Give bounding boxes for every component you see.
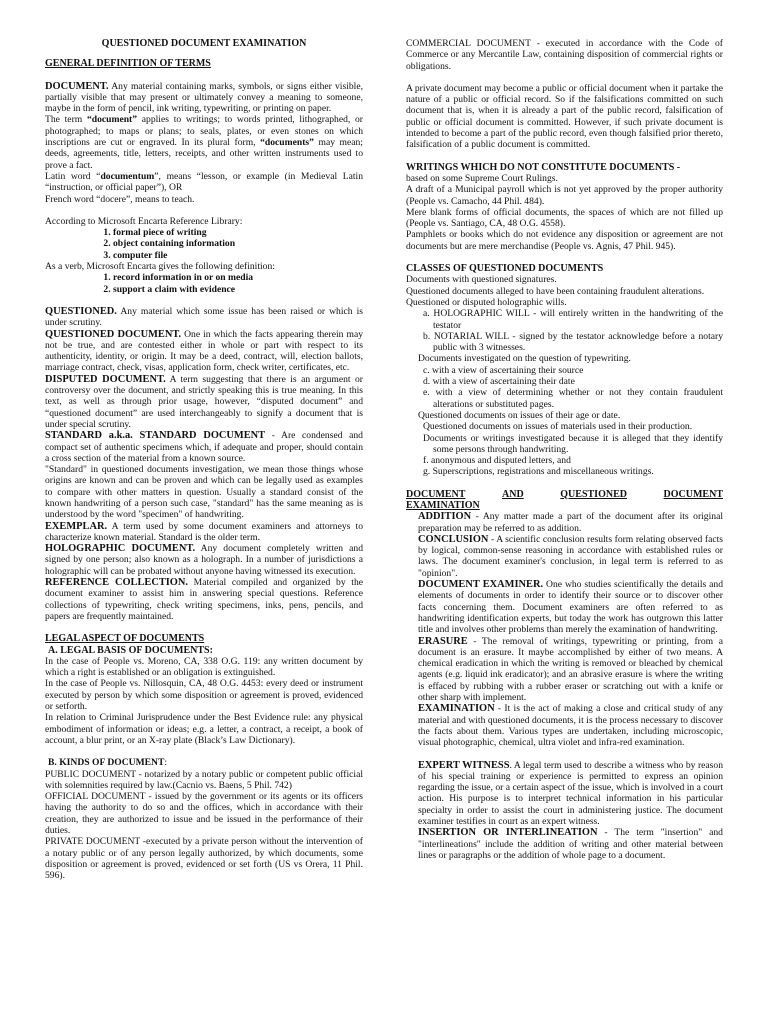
legal-basis-paragraph: In the case of People vs. Moreno, CA, 338 O.G. 119: any written document by which a right is established or an obligation is extinguished. [45,655,363,679]
examination-definition: EXAMINATION - It is the act of making a close and critical study of any material and with questioned documents, it is the process necessary to discover the facts about them. Various types are undertaken, including microscopic, visual photographic, chemical, ultra violet and infra-red examination. [418,703,723,749]
holographic-document-definition: HOLOGRAPHIC DOCUMENT. Any document completely written and signed by one person; also known as a holograph. In a number of jurisdictions a holographic will can be probated without anyone having witnessed its execution. [45,543,364,577]
private-document-definition: PRIVATE DOCUMENT -executed by a private person without the intervention of a notary public or of any person legally authorized, by which documents, some disposition or agreement is proved, evidenced or set forth (US vs Orera, 11 Phil. 596). [45,836,363,882]
exemplar-definition: EXEMPLAR. A term used by some document examiners and attorneys to characterize known material. Standard is the older term. [45,520,363,543]
classes-line: Questioned or disputed holographic wills. [406,296,567,308]
list-item: a. HOLOGRAPHIC WILL - will entirely written in the handwriting of the testator [423,308,723,331]
latin-word-line: Latin word “documentum”, means “lesson, or example (in Medieval Latin “instruction, or official paper”), OR [45,170,363,194]
examination-terms [406,511,723,861]
legal-basis-subheading: A. LEGAL BASIS OF DOCUMENTS: [48,644,213,656]
list-item: 2. object containing information [113,238,363,249]
writings-paragraph: Mere blank forms of official documents, the spaces of which are not filled up (People vs. Santiago, CA, 48 O.G. 4558). [406,206,723,230]
document-term-paragraph: The term “document” applies to writings; to words printed, lithographed, or photographed; to maps or plans; to seals, plates, or even stones on which inscriptions are cut or engraved. In its plural form, “documents” may mean; deeds, agreements, title, letters, receipts, and other written instruments used to prove a fact. [45,114,363,171]
private-to-public-paragraph: A private document may become a public or official document when it partake the nature of a public or official record. So if the falsifications committed on such document that is, when it is already a part of the public record, falsification of public or official document is committed. However, if such private document is intended to become a part of the public record, even though falsified prior thereto, falsification of a public document is committed. [406,82,723,151]
classes-sublist [406,365,723,410]
classes-sublist [406,308,723,353]
list-item: 1. formal piece of writing [113,227,363,238]
left-column [45,38,363,881]
official-document-definition: OFFICIAL DOCUMENT - issued by the government or its agents or its officers having the authority to do so and the offices, which in accordance with their creation, they are authorized to issue and be issued in the performance of their duties. [45,791,363,836]
writings-paragraph: A draft of a Municipal payroll which is not yet approved by the proper authority (People vs. Camacho, 44 Phil. 484). [406,184,723,207]
kinds-subheading: B. KINDS OF DOCUMENT: [48,757,168,769]
french-word-line: French word “docere”, means to teach. [45,193,195,205]
expert-witness-definition: EXPERT WITNESS. A legal term used to describe a witness who by reason of his special training or experience is permitted to express an opinion regarding the issue, or a certain aspect of the issue, which is involved in a court action. His purpose is to interpret technical information in his particular specialty in order to assist the court in administering justice. The document examiner testifies in court as an expert witness. [418,759,723,827]
insertion-definition: INSERTION OR INTERLINEATION - The term "insertion" and "interlineations" include the addition of writing and other material between lines or paragraphs or the addition of whole page to a document. [418,827,723,861]
erasure-definition: ERASURE - The removal of writings, typewriting or printing, from a document is an erasure. It maybe accomplished by either of two means. A chemical eradication in which the writing is removed or bleached by chemical agents (e.g. liquid ink eradicator); and an abrasive erasure is where the writing is effaced by rubbing with a rubber eraser or scratching out with a knife or other sharp with implement. [418,635,723,704]
encarta-intro: According to Microsoft Encarta Reference Library: [45,215,243,227]
examination-heading: DOCUMENT AND QUESTIONED DOCUMENT [406,488,723,500]
right-column [406,38,723,861]
list-item: b. NOTARIAL WILL - signed by the testator acknowledge before a notary public with 3 witnesses. [423,330,723,354]
conclusion-definition: CONCLUSION - A scientific conclusion results form relating observed facts by logical, common-sense reasoning in accordance with established rules or laws. The document examiner's conclusion, in legal term is referred to as "opinion". [418,533,723,579]
examination-heading-line2: EXAMINATION [406,499,480,511]
addition-definition: ADDITION - Any matter made a part of the document after its original preparation may be referred to as addition. [418,511,723,534]
list-item: 3. computer file [113,250,363,261]
classes-heading: CLASSES OF QUESTIONED DOCUMENTS [406,263,604,275]
classes-line: Documents investigated on the question of typewriting. [418,353,631,365]
page-title: QUESTIONED DOCUMENT EXAMINATION [101,38,307,49]
encarta-verb-intro: As a verb, Microsoft Encarta gives the following definition: [45,261,275,273]
writings-paragraph: Pamphlets or books which do not evidence any disposition or agreement are not documents but are mere merchandise (People vs. Agnis, 47 Phil. 945). [406,229,723,252]
document-examiner-definition: DOCUMENT EXAMINER. One who studies scientifically the details and elements of documents in order to identify their source or to discover other facts concerning them. Document examiners are often referred to as handwriting identification experts, but today the work has outgrown this latter title and involves other problems than merely the examination of handwriting. [418,579,724,636]
writings-based: based on some Supreme Court Rulings. [406,172,558,184]
questioned-definition: QUESTIONED. Any material which some issue has been raised or which is under scrutiny. [45,305,363,329]
general-heading: GENERAL DEFINITION OF TERMS [45,58,211,70]
disputed-document-definition: DISPUTED DOCUMENT. A term suggesting that there is an argument or controversy over the document, and strictly speaking this is true meaning. In this text, as well as through prior usage, however, “disputed document” and “questioned document” are used interchangeably to signify a document that is under special scrutiny. [45,373,363,430]
writings-heading: WRITINGS WHICH DO NOT CONSTITUTE DOCUMENTS - [406,161,681,173]
list-item: Documents or writings investigated because it is alleged that they identify some persons through handwriting. [423,432,723,455]
list-item: f. anonymous and disputed letters, and [423,455,571,467]
document-definition: DOCUMENT. Any material containing marks, symbols, or signs either visible, partially visible that may present or ultimately convey a meaning to someone, maybe in the form of pencil, ink writing, typewriting, or printing on paper. [45,80,363,115]
classes-line: Questioned documents alleged to have been containing fraudulent alterations. [406,285,705,297]
list-item: d. with a view of ascertaining their date [423,376,575,388]
commercial-document-definition: COMMERCIAL DOCUMENT - executed in accordance with the Code of Commerce or any Mercantile Law, containing disposition of commercial rights or obligations. [406,38,723,72]
list-item: e. with a view of determining whether or not they contain fraudulent alterations or substituted pages. [423,387,723,410]
reference-collection-definition: REFERENCE COLLECTION. Material compiled and organized by the document examiner to assist him in answering special questions. Reference collections of typewriting, check writing specimens, inks, pens, pencils, and papers are frequently maintained. [45,577,363,622]
classes-line: Questioned documents on issues of their age or date. [418,409,621,421]
public-document-definition: PUBLIC DOCUMENT - notarized by a notary public or competent public official with solemnities required by law.(Cacnio vs. Baens, 5 Phil. 742) [45,768,363,791]
list-item: 2. support a claim with evidence [113,284,363,295]
legal-basis-paragraph: In the case of People vs. Nillosquin, CA, 48 O.G. 4453: every deed or instrument executed by person by which some disposition or agreement is proved, evidenced or setforth. [45,678,363,713]
list-item: g. Superscriptions, registrations and miscellaneous writings. [423,466,654,478]
legal-basis-paragraph: In relation to Criminal Jurisprudence under the Best Evidence rule: any physical embodiment of information or ideas; e.g. a letter, a contract, a receipt, a book of account, a blur print, or an X-ray plate (Black’s Law Dictionary). [45,712,363,746]
standard-definition: STANDARD a.k.a. STANDARD DOCUMENT - Are condensed and compact set of authentic specimens which, if adequate and proper, should contain a cross section of the material from a known source. [45,430,363,464]
classes-sublist [406,421,723,477]
legal-aspect-heading: LEGAL ASPECT OF DOCUMENTS [45,633,205,645]
standard-paragraph: "Standard" in questioned documents investigation, we mean those things whose origins are known and can be proven and which can be legally used as examples to compare with other matters in question. Usually a standard consist of the known handwriting of a person such case, "standard" has the same meaning as is understood by the word "specimen" of handwriting. [45,464,363,521]
encarta-verb-list [45,272,363,295]
questioned-document-definition: QUESTIONED DOCUMENT. One in which the facts appearing therein may not be true, and are contested either in whole or part with respect to its authenticity, identity, or origin. It may be a deed, contract, will, election ballots, marriage contract, check, visas, application form, check writer, certificates, etc. [45,328,363,374]
classes-line: Documents with questioned signatures. [406,274,557,286]
list-item: Questioned documents on issues of materials used in their production. [423,421,693,433]
encarta-list [45,227,363,261]
list-item: c. with a view of ascertaining their source [423,364,584,376]
list-item: 1. record information in or on media [113,272,363,283]
